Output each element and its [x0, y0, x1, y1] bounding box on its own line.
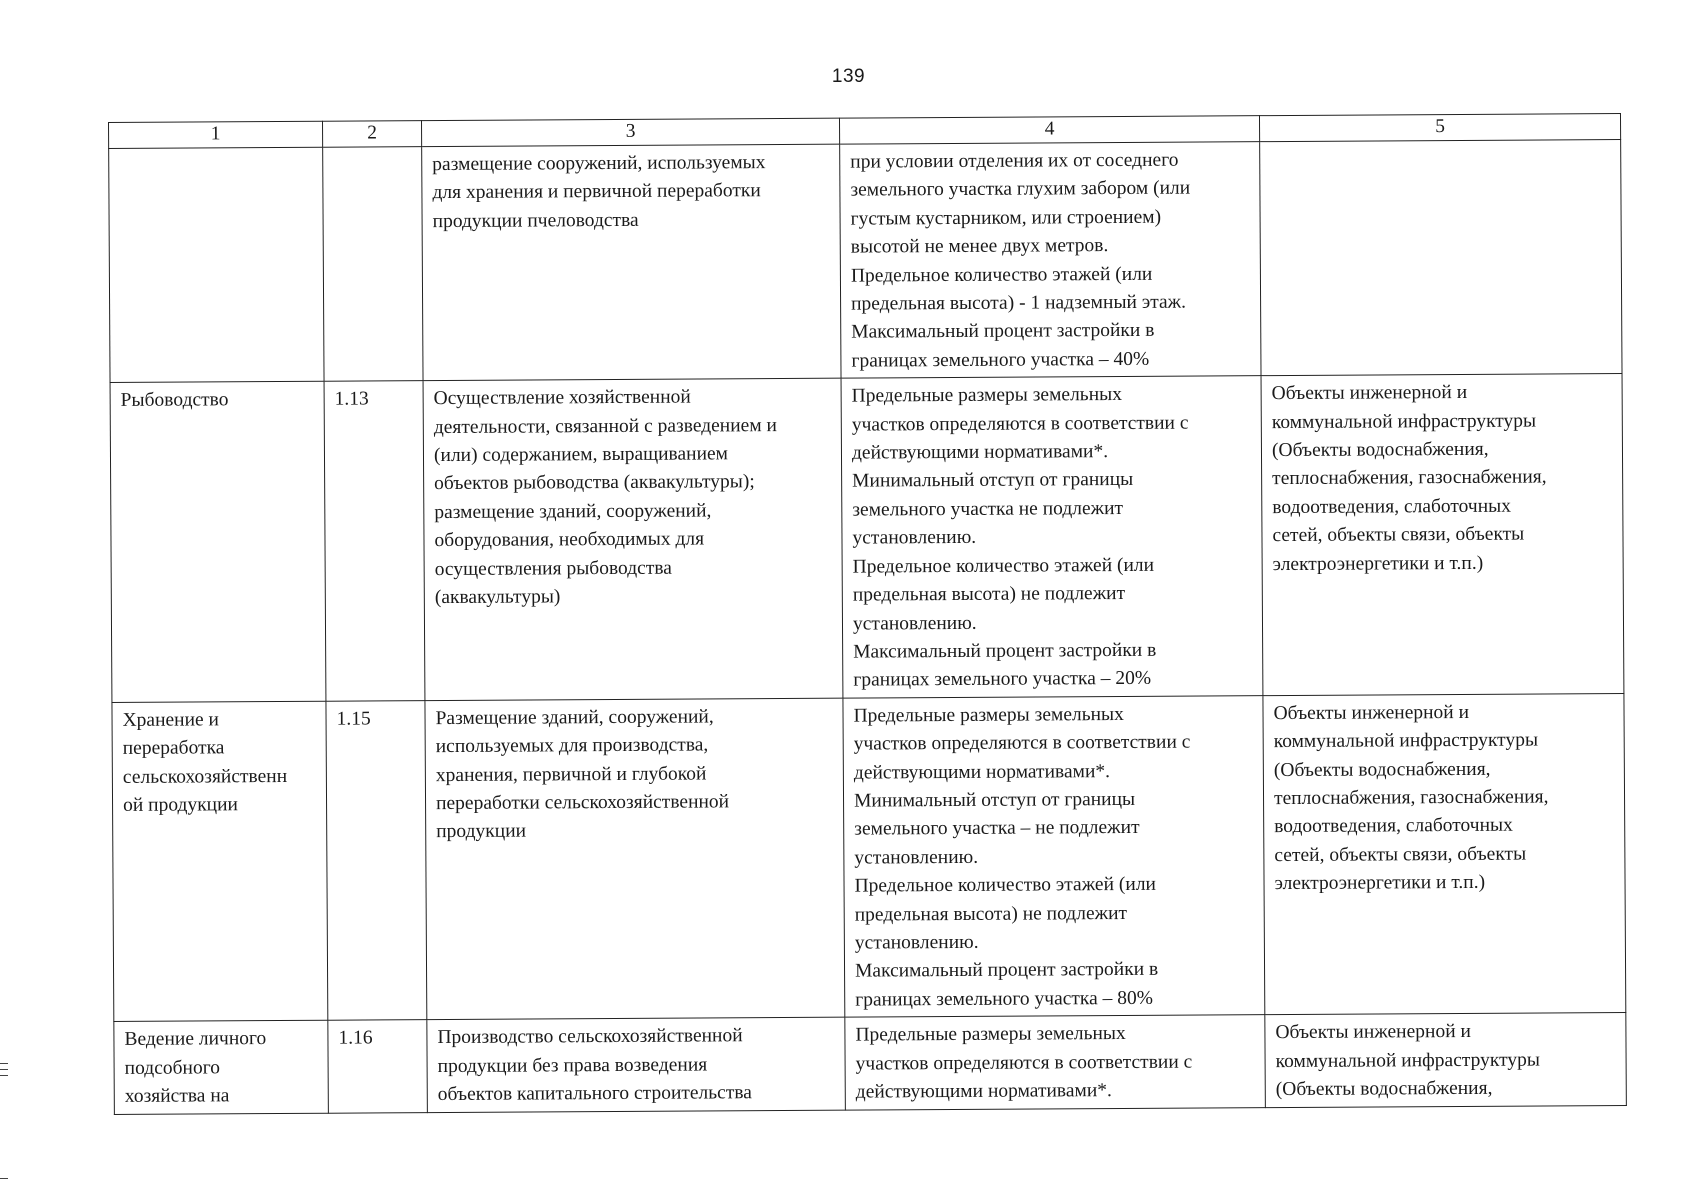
text-line: Максимальный процент застройки в: [853, 639, 1157, 663]
regulations-table-wrapper: [108, 113, 1626, 1115]
text-line: (Объекты водоснабжения,: [1273, 758, 1491, 781]
text-line: сетей, объекты связи, объекты: [1274, 843, 1527, 866]
edge-mark: [0, 1069, 8, 1070]
text-line: земельного участка глухим забором (или: [850, 177, 1191, 202]
text-line: Ведение личного: [124, 1028, 267, 1051]
use-description-cell: [425, 698, 845, 1020]
edge-mark: [0, 1063, 8, 1064]
text-line: размещение сооружений, используемых: [432, 152, 766, 176]
text-line: коммунальной инфраструктуры: [1271, 410, 1537, 433]
text-line: Предельные размеры земельных: [853, 703, 1124, 727]
text-line: установлению.: [852, 612, 977, 635]
text-line: установлению.: [854, 846, 979, 869]
text-line: земельного участка – не подлежит: [854, 817, 1140, 840]
text-line: границах земельного участка – 80%: [855, 987, 1154, 1011]
text-line: Максимальный процент застройки в: [851, 320, 1155, 344]
text-line: границах земельного участка – 40%: [851, 348, 1150, 372]
text-line: деятельности, связанной с разведением и: [433, 414, 778, 438]
text-line: хозяйства на: [124, 1085, 230, 1107]
text-line: водоотведения, слаботочных: [1274, 815, 1513, 838]
text-line: Осуществление хозяйственной: [433, 386, 691, 410]
header-cell-2: 2: [322, 121, 421, 148]
use-name-cell: [109, 147, 324, 383]
text-line: Предельное количество этажей (или: [854, 873, 1157, 897]
text-line: используемых для производства,: [435, 734, 709, 758]
text-line: Рыбоводство: [120, 389, 229, 412]
text-line: участков определяются в соответствии с: [855, 1051, 1193, 1075]
text-line: Максимальный процент застройки в: [854, 959, 1159, 982]
text-line: (Объекты водоснабжения,: [1271, 438, 1489, 462]
text-line: продукции: [436, 820, 527, 843]
text-line: объектов капитального строительства: [437, 1082, 752, 1106]
text-line: хранения, первичной и глубокой: [435, 762, 707, 786]
text-line: высотой не менее двух метров.: [850, 235, 1109, 258]
text-line: Производство сельскохозяйственной: [437, 1025, 743, 1049]
text-line: предельная высота) не подлежит: [852, 583, 1126, 606]
text-line: предельная высота) не подлежит: [854, 902, 1128, 926]
text-line: Предельные размеры земельных: [851, 384, 1123, 407]
text-line: продукции пчеловодства: [432, 209, 639, 232]
text-line: Предельное количество этажей (или: [850, 263, 1153, 287]
parameters-cell: [841, 376, 1263, 698]
text-line: густым кустарником, или строением): [850, 206, 1162, 230]
auxiliary-uses-cell: [1263, 693, 1626, 1015]
auxiliary-uses-cell: [1261, 374, 1624, 696]
use-name-cell: [112, 701, 328, 1022]
text-line: Хранение и: [122, 709, 220, 731]
text-line: земельного участка не подлежит: [852, 497, 1124, 521]
text-line: (Объекты водоснабжения,: [1275, 1077, 1493, 1101]
header-cell-5: 5: [1259, 114, 1620, 142]
text-line: действующими нормативами*.: [853, 760, 1111, 784]
text-line: (аквакультуры): [434, 586, 561, 609]
text-line: Минимальный отступ от границы: [852, 469, 1134, 493]
text-line: при условии отделения их от соседнего: [850, 149, 1179, 173]
text-line: подсобного: [124, 1056, 221, 1079]
table-row: [112, 693, 1626, 1021]
text-line: переработки сельскохозяйственной: [435, 791, 730, 815]
header-cell-1: 1: [109, 121, 323, 148]
text-line: участков определяются в соответствии с: [851, 412, 1189, 436]
text-line: сельскохозяйственн: [122, 765, 288, 788]
parameters-cell: [840, 142, 1261, 379]
table-row: [114, 1013, 1627, 1115]
text-line: предельная высота) - 1 надземный этаж.: [851, 291, 1187, 315]
text-line: осуществления рыбоводства: [434, 557, 672, 580]
text-line: Объекты инженерной и: [1273, 701, 1470, 724]
use-description-cell: [427, 1017, 846, 1112]
edge-mark: [0, 1178, 8, 1179]
text-line: переработка: [122, 737, 225, 760]
use-name-cell: [114, 1020, 329, 1114]
header-cell-3: 3: [421, 118, 839, 146]
use-code-cell: 1.15: [326, 700, 427, 1020]
use-code-cell: 1.13: [324, 381, 425, 701]
text-line: Объекты инженерной и: [1275, 1021, 1471, 1044]
table-row: [109, 140, 1622, 383]
text-line: размещение зданий, сооружений,: [434, 500, 712, 523]
text-line: установлению.: [854, 931, 979, 954]
auxiliary-uses-cell: [1265, 1013, 1627, 1108]
text-line: ой продукции: [122, 794, 239, 816]
text-line: продукции без права возведения: [437, 1054, 708, 1077]
text-line: теплоснабжения, газоснабжения,: [1273, 786, 1549, 810]
text-line: коммунальной инфраструктуры: [1275, 1049, 1540, 1072]
parameters-cell: [843, 695, 1265, 1017]
text-line: оборудования, необходимых для: [434, 528, 705, 552]
use-description-cell: [423, 378, 843, 700]
page-number: 139: [831, 66, 866, 87]
text-line: Размещение зданий, сооружений,: [435, 706, 714, 729]
text-line: объектов рыбоводства (аквакультуры);: [434, 471, 755, 495]
text-line: коммунальной инфраструктуры: [1273, 729, 1539, 753]
text-line: Объекты инженерной и: [1271, 382, 1468, 405]
text-line: сетей, объекты связи, объекты: [1272, 523, 1525, 547]
text-line: Предельные размеры земельных: [855, 1023, 1126, 1046]
use-name-cell: [110, 381, 326, 702]
parameters-cell: [845, 1015, 1266, 1110]
use-description-cell: [422, 144, 841, 381]
edge-mark: [0, 1075, 8, 1076]
text-line: границах земельного участка – 20%: [853, 668, 1152, 691]
text-line: (или) содержанием, выращиванием: [433, 443, 729, 467]
header-cell-4: 4: [839, 116, 1259, 144]
text-line: водоотведения, слаботочных: [1272, 495, 1512, 518]
text-line: Минимальный отступ от границы: [853, 788, 1136, 812]
text-line: для хранения и первичной переработки: [432, 180, 761, 204]
text-line: электроэнергетики и т.п.): [1274, 871, 1486, 895]
text-line: электроэнергетики и т.п.): [1272, 552, 1484, 575]
text-line: теплоснабжения, газоснабжения,: [1272, 466, 1547, 490]
use-code-cell: [323, 147, 423, 382]
table-row: [110, 374, 1624, 702]
text-line: действующими нормативами*.: [851, 441, 1109, 464]
text-line: Предельное количество этажей (или: [852, 554, 1155, 578]
text-line: установлению.: [852, 527, 977, 549]
text-line: действующими нормативами*.: [855, 1080, 1112, 1103]
text-line: участков определяются в соответствии с: [853, 731, 1191, 755]
auxiliary-uses-cell: [1260, 140, 1622, 376]
regulations-table: [108, 113, 1627, 1115]
use-code-cell: 1.16: [328, 1020, 428, 1114]
